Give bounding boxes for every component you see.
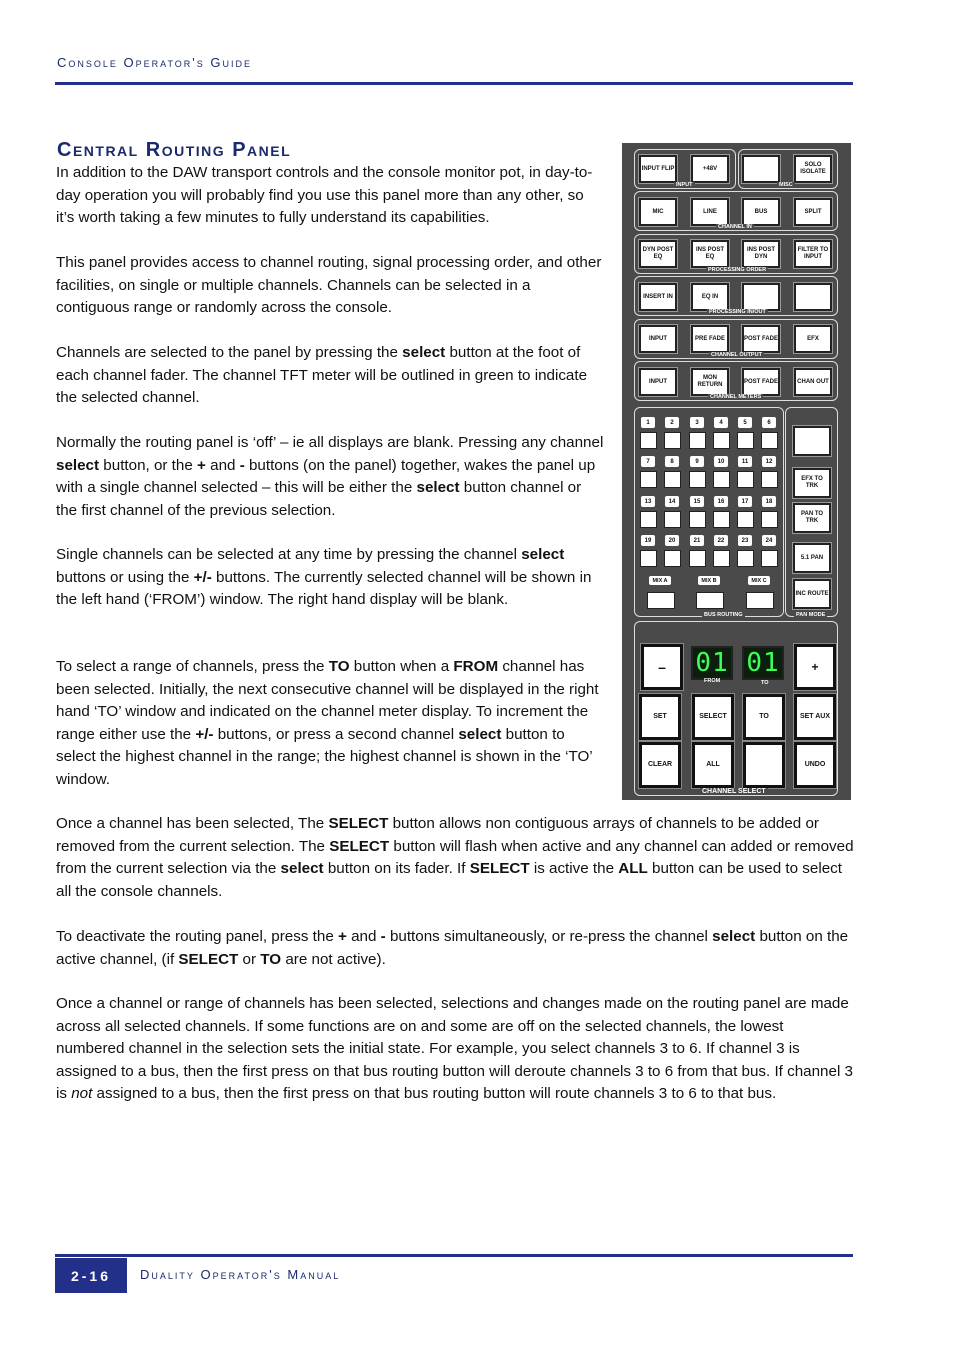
meter-input-button: INPUT xyxy=(639,368,677,396)
bus-number-label: 16 xyxy=(714,496,728,507)
all-button: ALL xyxy=(692,742,734,788)
to-display: 01 xyxy=(742,646,784,680)
clear-button: CLEAR xyxy=(639,742,681,788)
select-button: SELECT xyxy=(692,694,734,740)
bus-route-button xyxy=(664,432,681,449)
bus-route-button xyxy=(640,432,657,449)
mix-label: MIX A xyxy=(649,576,671,585)
set-button: SET xyxy=(639,694,681,740)
bus-number-label: 13 xyxy=(641,496,655,507)
bus-number-label: 20 xyxy=(665,535,679,546)
bus-number-label: 4 xyxy=(714,417,728,428)
blank-processing-button xyxy=(742,283,780,311)
to-button: TO xyxy=(743,694,785,740)
ins-post-dyn-button: INS POST DYN xyxy=(742,240,780,268)
bus-number-label: 5 xyxy=(738,417,752,428)
output-input-button: INPUT xyxy=(639,325,677,353)
bus-route-button xyxy=(713,550,730,567)
bus-route-button xyxy=(713,471,730,488)
paragraph-2: This panel provides access to channel routing, signal processing order, and other facilities, on single or multiple channels. Channels can be selected in a contiguous range or randomly across the console. xyxy=(56,254,602,316)
bus-number-label: 6 xyxy=(762,417,776,428)
section-title: Central Routing Panel xyxy=(57,139,292,161)
bus-number-label: 2 xyxy=(665,417,679,428)
bus-route-button xyxy=(713,511,730,528)
bus-route-button xyxy=(689,511,706,528)
bus-route-button xyxy=(689,471,706,488)
input-label: INPUT xyxy=(676,182,693,188)
mic-button: MIC xyxy=(639,198,677,226)
bus-number-label: 23 xyxy=(738,535,752,546)
eq-in-button: EQ IN xyxy=(691,283,729,311)
blank-misc-button xyxy=(742,155,780,183)
phantom-48v-button: +48V xyxy=(691,155,729,183)
bus-number-label: 22 xyxy=(714,535,728,546)
bus-number-label: 15 xyxy=(690,496,704,507)
bus-route-button xyxy=(640,550,657,567)
mix-label: MIX C xyxy=(748,576,770,585)
bus-button: BUS xyxy=(742,198,780,226)
set-aux-button: SET AUX xyxy=(794,694,836,740)
bus-number-label: 17 xyxy=(738,496,752,507)
plus-button: + xyxy=(794,644,836,690)
bus-route-button xyxy=(713,432,730,449)
efx-to-trk-button: EFX TO TRK xyxy=(793,468,831,498)
bus-route-button xyxy=(737,471,754,488)
meter-post-fade-button: POST FADE xyxy=(742,368,780,396)
channel-select-label: CHANNEL SELECT xyxy=(702,788,766,795)
bus-route-button xyxy=(640,471,657,488)
line-button: LINE xyxy=(691,198,729,226)
paragraph-1: In addition to the DAW transport controls and the console monitor pot, in day-to-day operation you will probably find you use this panel more than any other, so it’s worth taking a few minutes to fully understand its capabilities. xyxy=(56,164,593,226)
pan-51-button: 5.1 PAN xyxy=(793,543,831,573)
paragraph-3: Channels are selected to the panel by pressing the select button at the foot of each channel fader. The channel TFT meter will be outlined in green to indicate the selected channel. xyxy=(56,344,588,406)
bus-number-label: 3 xyxy=(690,417,704,428)
post-fade-button: POST FADE xyxy=(742,325,780,353)
from-label: FROM xyxy=(704,678,721,684)
channel-output-label: CHANNEL OUTPUT xyxy=(711,352,762,358)
pan-to-trk-button: PAN TO TRK xyxy=(793,503,831,533)
paragraph-9: Once a channel or range of channels has been selected, selections and changes made on the routing panel are made across all selected channels. If some functions are on and some are off on the selected channels, the lowest numbered channel in the selection sets the initial state. For example, you select channels 3 to 6. If channel 3 is assigned to a bus, then the first press on that bus routing button will deroute channels 3 to 6 from that bus. If channel 3 is not assigned to a bus, then the first press on that bus routing button will route channels 3 to 6 to that bus. xyxy=(56,995,853,1102)
channel-meters-label: CHANNEL METERS xyxy=(710,394,762,400)
ins-post-eq-button: INS POST EQ xyxy=(691,240,729,268)
solo-isolate-button: SOLO ISOLATE xyxy=(794,155,832,183)
bus-route-button xyxy=(761,432,778,449)
bus-route-button xyxy=(689,550,706,567)
undo-button: UNDO xyxy=(794,742,836,788)
to-label: TO xyxy=(761,680,769,686)
mix-button xyxy=(647,592,675,609)
bus-number-label: 19 xyxy=(641,535,655,546)
bus-number-label: 1 xyxy=(641,417,655,428)
mix-label: MIX B xyxy=(698,576,720,585)
processing-order-label: PROCESSING ORDER xyxy=(708,267,767,273)
pan-blank-button xyxy=(793,426,831,456)
bus-number-label: 8 xyxy=(665,456,679,467)
footer-title: Duality Operator's Manual xyxy=(140,1267,341,1282)
bus-number-label: 14 xyxy=(665,496,679,507)
paragraph-8: To deactivate the routing panel, press the + and - buttons simultaneously, or re-press the channel select button on the active channel, (if SELECT or TO are not active). xyxy=(56,928,849,968)
bus-number-label: 9 xyxy=(690,456,704,467)
from-display: 01 xyxy=(691,646,733,680)
bus-route-button xyxy=(664,471,681,488)
paragraph-5: Single channels can be selected at any time by pressing the channel select buttons or using the +/- buttons. The currently selected channel will be shown in the left hand (‘FROM’) window. The right hand display will be blank. xyxy=(56,546,592,608)
bus-route-button xyxy=(689,432,706,449)
routing-panel-image xyxy=(622,143,851,800)
bus-route-button xyxy=(664,550,681,567)
blank-select-button xyxy=(743,742,785,788)
bus-number-label: 18 xyxy=(762,496,776,507)
dyn-post-eq-button: DYN POST EQ xyxy=(639,240,677,268)
insert-in-button: INSERT IN xyxy=(639,283,677,311)
mon-return-button: MON RETURN xyxy=(691,368,729,396)
bus-number-label: 24 xyxy=(762,535,776,546)
header-rule xyxy=(55,82,853,85)
bus-number-label: 10 xyxy=(714,456,728,467)
input-flip-button: INPUT FLIP xyxy=(639,155,677,183)
bus-number-label: 7 xyxy=(641,456,655,467)
bus-route-button xyxy=(737,511,754,528)
inc-route-button: INC ROUTE xyxy=(793,579,831,609)
bus-number-label: 11 xyxy=(738,456,752,467)
pan-mode-label: PAN MODE xyxy=(796,612,826,618)
bus-route-button xyxy=(761,511,778,528)
blank-processing-button-2 xyxy=(794,283,832,311)
split-button: SPLIT xyxy=(794,198,832,226)
filter-to-input-button: FILTER TO INPUT xyxy=(794,240,832,268)
paragraph-7: Once a channel has been selected, The SELECT button allows non contiguous arrays of channels to be added or removed from the current selection. The SELECT button will flash when active and any channel can added or removed from the current selection via the select button on its fader. If SELECT is active the ALL button can be used to select all the console channels. xyxy=(56,815,854,900)
processing-in-out-label: PROCESSING IN/OUT xyxy=(709,309,766,315)
bus-route-button xyxy=(761,471,778,488)
footer-rule xyxy=(55,1254,853,1257)
bus-route-button xyxy=(737,550,754,567)
paragraph-6: To select a range of channels, press the TO button when a FROM channel has been selected. Initially, the next consecutive channel will be displayed in the right hand ‘TO’ window and indicated on the channel meter display. To increment the range either use the +/- buttons, or press a second channel select button to select the highest channel in the range; the highest channel is shown in the ‘TO’ window. xyxy=(56,658,599,788)
bus-number-label: 12 xyxy=(762,456,776,467)
efx-button: EFX xyxy=(794,325,832,353)
paragraph-4: Normally the routing panel is ‘off’ – ie all displays are blank. Pressing any channel select button, or the + and - buttons (on the panel) together, wakes the panel up with a single channel selected – this will be either the select button channel or the first channel of the previous selection. xyxy=(56,434,604,519)
running-header: Console Operator's Guide xyxy=(57,55,253,70)
mix-button xyxy=(746,592,774,609)
chan-out-button: CHAN OUT xyxy=(794,368,832,396)
channel-in-label: CHANNEL IN xyxy=(718,224,752,230)
minus-button: – xyxy=(641,644,683,690)
page-number: 2-16 xyxy=(55,1258,127,1293)
misc-label: MISC xyxy=(779,182,793,188)
bus-route-button xyxy=(640,511,657,528)
bus-route-button xyxy=(664,511,681,528)
bus-route-button xyxy=(737,432,754,449)
pre-fade-button: PRE FADE xyxy=(691,325,729,353)
bus-routing-label: BUS ROUTING xyxy=(704,612,743,618)
mix-button xyxy=(696,592,724,609)
bus-number-label: 21 xyxy=(690,535,704,546)
bus-route-button xyxy=(761,550,778,567)
